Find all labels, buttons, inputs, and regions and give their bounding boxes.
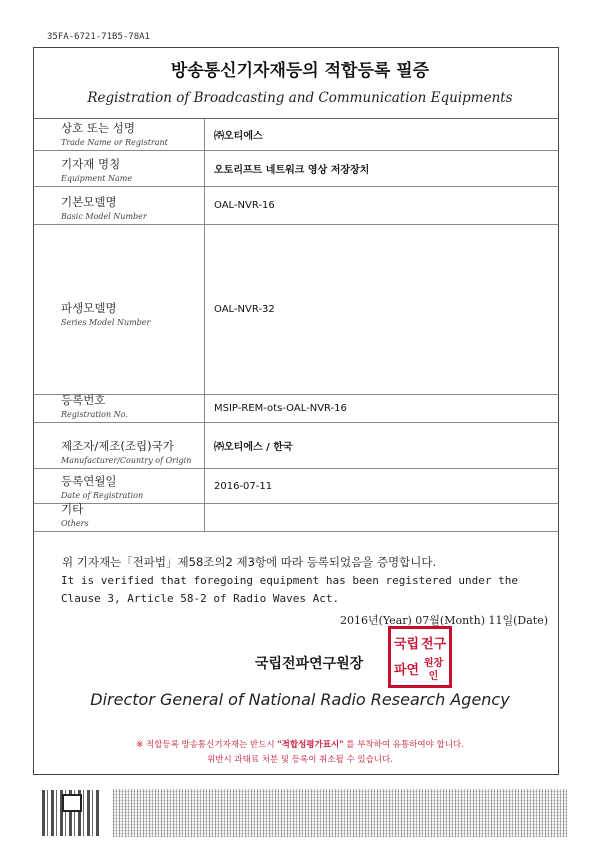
- seal-text: 전구: [420, 636, 447, 652]
- signer-english: Director General of National Radio Research Agency: [90, 690, 510, 709]
- table-row-series-model: [33, 225, 559, 395]
- security-barcode: [113, 789, 567, 837]
- official-seal: [388, 626, 452, 688]
- row-label: [33, 187, 205, 224]
- label-english: Series Model Number: [61, 317, 151, 327]
- row-label: [33, 423, 205, 468]
- label-english: Manufacturer/Country of Origin: [61, 456, 192, 465]
- signer-korean: 국립전파연구원장: [255, 656, 364, 672]
- label-korean: 파생모델명: [61, 300, 117, 315]
- table-row-manufacturer: [33, 423, 559, 469]
- label-english: Trade Name or Registrant: [61, 138, 168, 147]
- registration-table: [33, 118, 559, 532]
- document-id: 35FA-6721-71B5-78A1: [47, 32, 150, 42]
- label-korean: 등록번호: [61, 393, 106, 407]
- row-value: ㈜오티에스 / 한국: [214, 442, 293, 453]
- table-row-trade-name: [33, 119, 559, 151]
- label-english: Equipment Name: [61, 174, 133, 183]
- row-label: [33, 469, 205, 503]
- label-english: Others: [61, 519, 89, 528]
- row-label: [33, 395, 205, 422]
- title-english: Registration of Broadcasting and Communication Equipments: [87, 90, 513, 106]
- row-value: OAL-NVR-16: [214, 200, 275, 211]
- seal-text: 국립: [393, 636, 420, 652]
- table-row-equipment-name: [33, 151, 559, 187]
- issue-date: 2016년(Year) 07월(Month) 11일(Date): [339, 614, 548, 627]
- statement-korean: 위 기자재는「전파법」제58조의2 제3항에 따라 등록되었음을 증명합니다.: [62, 555, 437, 569]
- row-value: MSIP-REM-ots-OAL-NVR-16: [214, 403, 347, 414]
- notice-line-2: 위반시 과태료 처분 및 등록이 취소될 수 있습니다.: [207, 755, 393, 765]
- notice-pre: ※ 적합등록 방송통신기자재는 반드시: [136, 740, 278, 750]
- table-row-registration-no: [33, 395, 559, 423]
- label-korean: 상호 또는 성명: [61, 121, 135, 135]
- label-english: Basic Model Number: [61, 212, 147, 221]
- row-value: ㈜오티에스: [214, 131, 263, 142]
- statement-english: It is verified that foregoing equipment has been registered under the Clause 3, Article 58-2 of Radio Waves Act.: [61, 574, 518, 605]
- label-english: Registration No.: [61, 410, 128, 419]
- notice: [0, 738, 600, 768]
- label-korean: 기타: [61, 502, 84, 516]
- row-label: [33, 151, 205, 186]
- table-row-others: [33, 504, 559, 532]
- label-korean: 기본모델명: [61, 195, 117, 209]
- row-value: 오토리프트 네트워크 영상 저장장치: [214, 165, 370, 176]
- label-korean: 기자재 명칭: [61, 157, 121, 171]
- table-row-registration-date: [33, 469, 559, 504]
- notice-post: 를 부착하여 유통하여야 합니다.: [343, 740, 464, 750]
- row-value: 2016-07-11: [214, 480, 273, 492]
- table-row-basic-model: [33, 187, 559, 225]
- label-korean: 제조자/제조(조립)국가: [61, 439, 174, 453]
- seal-text: 파연: [393, 662, 420, 678]
- row-label: [33, 119, 205, 150]
- row-value: OAL-NVR-32: [214, 304, 275, 315]
- notice-line-1: [0, 738, 600, 753]
- notice-emphasis: "적합성평가표시": [277, 740, 344, 750]
- label-english: Date of Registration: [61, 491, 144, 500]
- seal-text: 원장인: [423, 658, 444, 682]
- title-korean: 방송통신기자재등의 적합등록 필증: [170, 61, 430, 81]
- label-korean: 등록연월일: [61, 474, 117, 488]
- row-value: [205, 504, 559, 531]
- qr-finder-pattern: [62, 794, 82, 812]
- row-label: [33, 504, 205, 531]
- row-label: [33, 225, 205, 394]
